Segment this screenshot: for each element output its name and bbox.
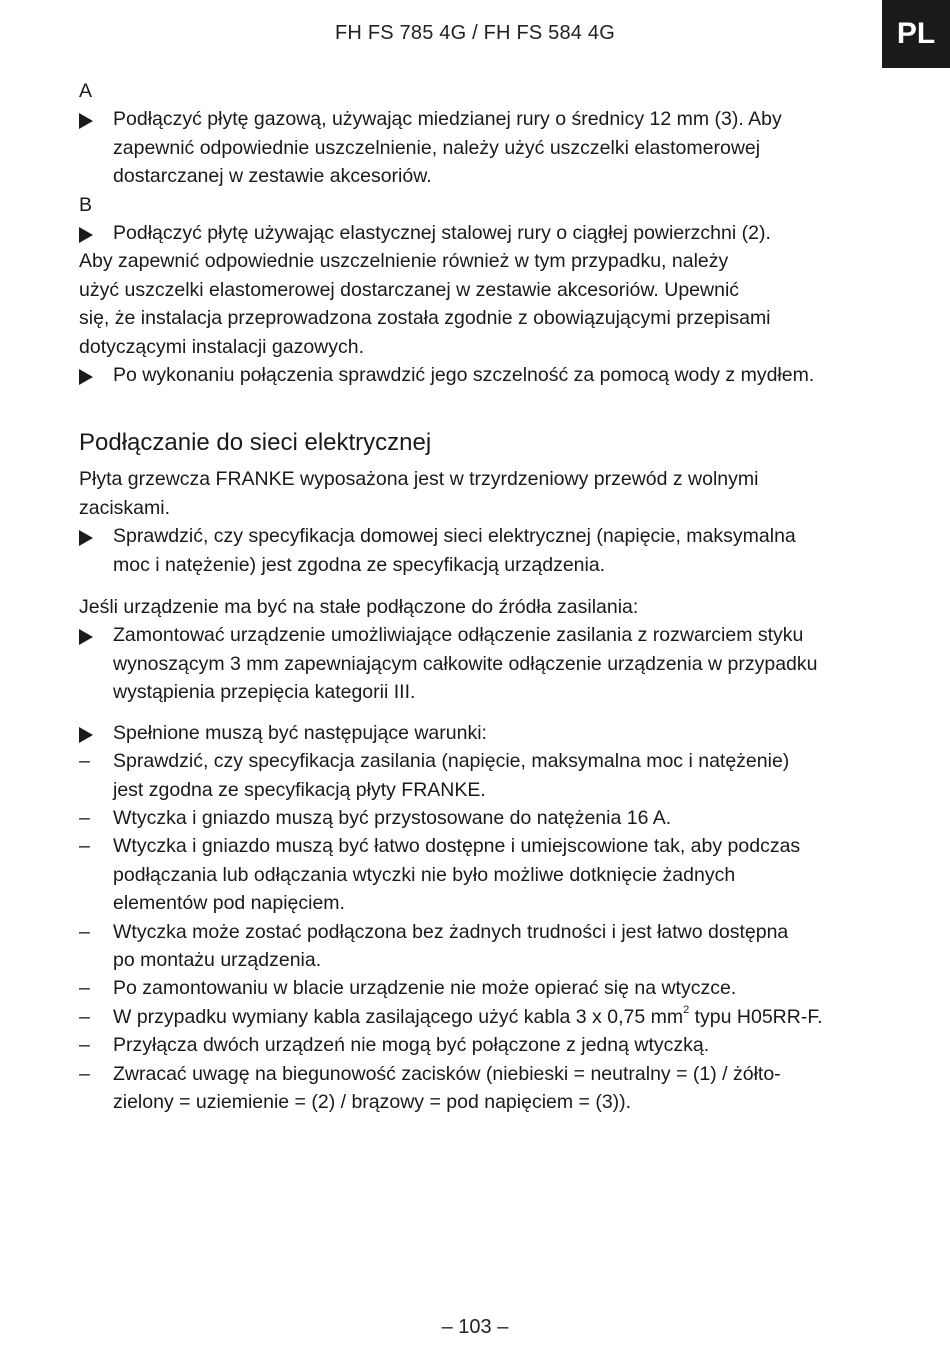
condition-item [79, 832, 879, 917]
text-line: Przyłącza dwóch urządzeń nie mogą być połączone z jedną wtyczką. [113, 1034, 710, 1057]
permanent-connection-intro: Jeśli urządzenie ma być na stałe podłączone do źródła zasilania: [79, 596, 639, 619]
text-line: dostarczanej w zestawie akcesoriów. [113, 165, 432, 188]
dash-bullet: – [79, 750, 90, 773]
text-line: Podłączyć płytę używając elastycznej stalowej rury o ciągłej powierzchni (2). [113, 222, 771, 244]
dash-bullet: – [79, 835, 90, 858]
condition-item [79, 918, 879, 975]
text-line: wynoszącym 3 mm zapewniającym całkowite odłączenie urządzenia w przypadku [113, 652, 818, 675]
condition-item [79, 1060, 879, 1117]
text-line: jest zgodna ze specyfikacją płyty FRANKE. [113, 778, 486, 801]
check-bullet [79, 522, 879, 579]
text-line [113, 1003, 879, 1031]
text-line: Płyta grzewcza FRANKE wyposażona jest w trzyrdzeniowy przewód z wolnymi [79, 468, 759, 491]
text-line: Sprawdzić, czy specyfikacja zasilania (napięcie, maksymalna moc i natężenie) [113, 750, 790, 773]
text-line: zapewnić odpowiednie uszczelnienie, należy użyć uszczelki elastomerowej [113, 136, 761, 159]
text-line: się, że instalacja przeprowadzona została zgodnie z obowiązującymi przepisami [79, 307, 771, 330]
superscript: 2 [683, 1004, 690, 1017]
section-a-label: A [79, 80, 93, 102]
text-line: moc i natężenie) jest zgodna ze specyfikacją urządzenia. [113, 553, 606, 576]
text-line: Wtyczka i gniazdo muszą być łatwo dostępne i umiejscowione tak, aby podczas [113, 835, 801, 858]
text-line: Sprawdzić, czy specyfikacja domowej sieci elektrycznej (napięcie, maksymalna [113, 525, 796, 548]
condition-item [79, 747, 879, 804]
text-line: zaciskami. [79, 496, 171, 519]
text-line: użyć uszczelki elastomerowej dostarczanej w zestawie akcesoriów. Upewnić [79, 278, 740, 301]
text-line: podłączania lub odłączania wtyczki nie było możliwe dotknięcie żadnych [113, 863, 736, 886]
conditions-bullet [79, 719, 879, 747]
cable-text-after: typu H05RR-F. [689, 1005, 823, 1028]
cable-text: W przypadku wymiany kabla zasilającego użyć kabla 3 x 0,75 mm [113, 1005, 684, 1028]
condition-item-cable [79, 1003, 879, 1031]
dash-bullet: – [79, 1062, 90, 1085]
section-b-paragraph [79, 247, 879, 361]
text-line: Wtyczka może zostać podłączona bez żadnych trudności i jest łatwo dostępna [113, 920, 789, 943]
section-a-bullet [79, 105, 879, 190]
arrow-bullet-icon [79, 113, 93, 129]
condition-item [79, 1031, 879, 1059]
dash-bullet: – [79, 1005, 90, 1028]
language-badge: PL [882, 0, 950, 68]
dash-bullet: – [79, 977, 90, 1000]
electrical-intro [79, 465, 879, 522]
arrow-bullet-icon [79, 369, 93, 385]
text-line: Spełnione muszą być następujące warunki: [113, 721, 487, 744]
text-line: wystąpienia przepięcia kategorii III. [113, 681, 416, 704]
mount-bullet [79, 621, 879, 706]
text-line: Zwracać uwagę na biegunowość zacisków (niebieski = neutralny = (1) / żółto- [113, 1062, 781, 1085]
text-line: Wtyczka i gniazdo muszą być przystosowane do natężenia 16 A. [113, 806, 672, 829]
arrow-bullet-icon [79, 530, 93, 546]
text-line: dotyczącymi instalacji gazowych. [79, 335, 365, 358]
condition-item [79, 804, 879, 832]
condition-item [79, 974, 879, 1002]
document-header-title: FH FS 785 4G / FH FS 584 4G [335, 22, 615, 44]
text-line: zielony = uziemienie = (2) / brązowy = pod napięciem = (3)). [113, 1090, 632, 1113]
dash-bullet: – [79, 1034, 90, 1057]
text-line: Aby zapewnić odpowiednie uszczelnienie również w tym przypadku, należy [79, 250, 729, 273]
section-b-label: B [79, 193, 93, 216]
page-content [79, 77, 879, 1116]
dash-bullet: – [79, 920, 90, 943]
arrow-bullet-icon [79, 227, 93, 243]
dash-bullet: – [79, 806, 90, 829]
section-b-bullet-2 [79, 361, 879, 389]
arrow-bullet-icon [79, 629, 93, 645]
text-line: Zamontować urządzenie umożliwiające odłączenie zasilania z rozwarciem styku [113, 624, 804, 647]
text-line: Po zamontowaniu w blacie urządzenie nie może opierać się na wtyczce. [113, 977, 737, 1000]
arrow-bullet-icon [79, 727, 93, 743]
section-heading: Podłączanie do sieci elektrycznej [79, 429, 432, 457]
text-line: po montażu urządzenia. [113, 948, 322, 971]
section-b-bullet [79, 219, 879, 247]
page-number: – 103 – [441, 1316, 509, 1338]
text-line: Podłączyć płytę gazową, używając miedzianej rury o średnicy 12 mm (3). Aby [113, 108, 782, 131]
text-line: elementów pod napięciem. [113, 892, 345, 915]
text-line: Po wykonaniu połączenia sprawdzić jego szczelność za pomocą wody z mydłem. [113, 364, 815, 387]
